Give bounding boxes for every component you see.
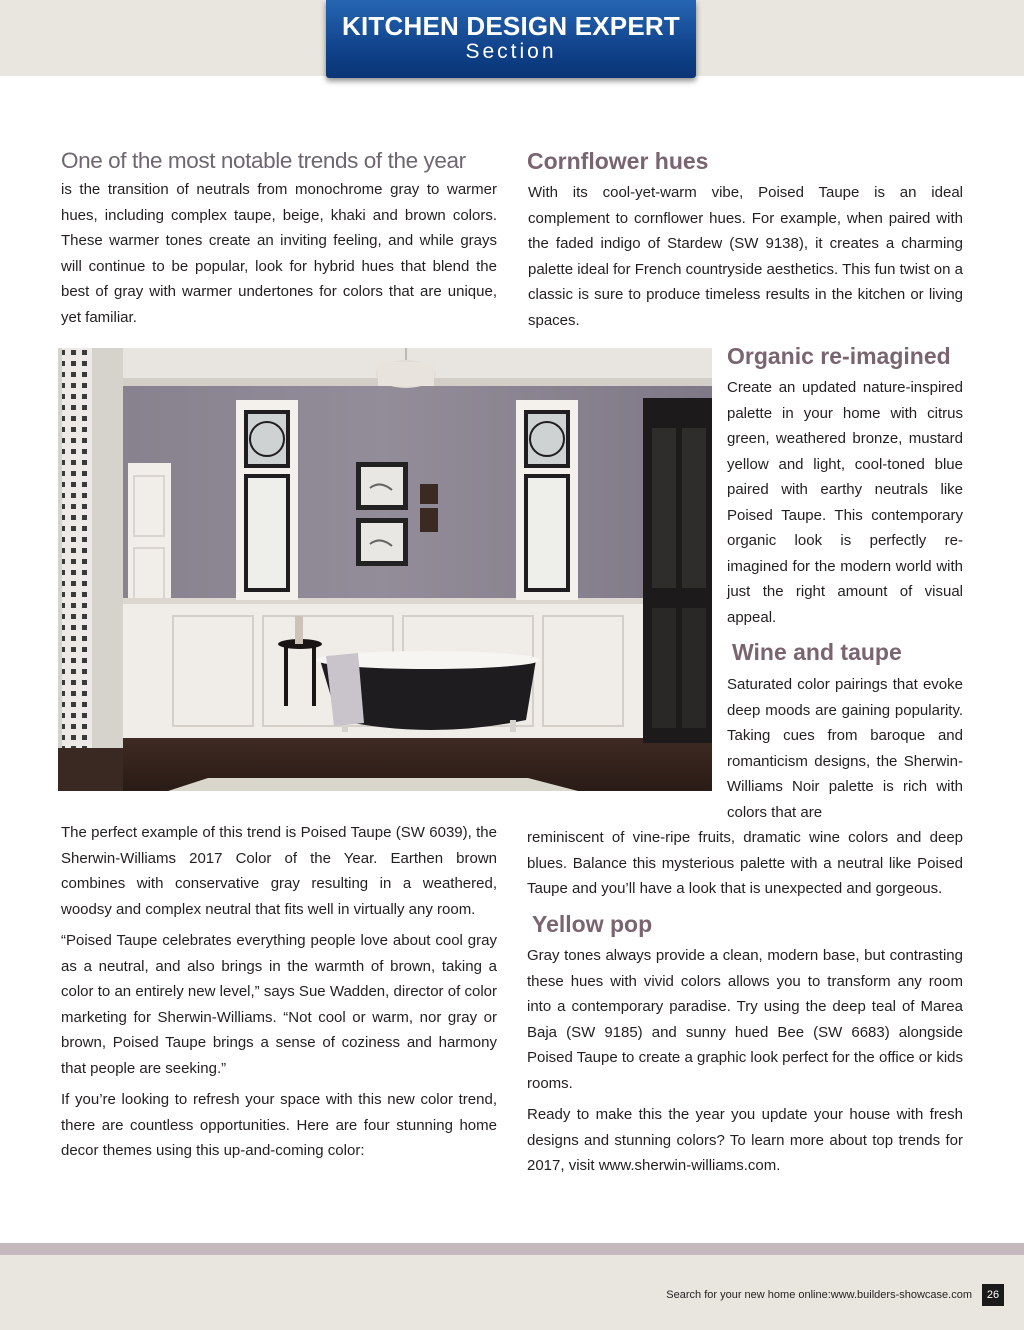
section-banner xyxy=(326,0,696,78)
page-number: 26 xyxy=(982,1284,1004,1306)
banner-title: KITCHEN DESIGN EXPERT xyxy=(342,11,680,41)
heading-yellow-pop: Yellow pop xyxy=(532,911,653,937)
footer-stripe xyxy=(0,1243,1024,1255)
heading-wine-and-taupe: Wine and taupe xyxy=(732,639,902,665)
lead-heading: One of the most notable trends of the year xyxy=(61,148,466,173)
paragraph-yellow-pop: Gray tones always provide a clean, modern base, but contrasting these hues with vivid colors allows you to transform any room into a contemporary paradise. Try using the deep teal of Marea Baja (SW 9185) and sunny hued Bee (SW 6683) alongside Poised Taupe to create a graphic look perfect for the office or kids rooms. xyxy=(527,947,963,1092)
organic-paragraph: Create an updated nature-inspired palette in your home with citrus green, weathered bronze, mustard yellow and light, cool-toned blue paired with earthy neutrals like Poised Taupe. This contemporary organic look is perfectly re-imagined for the modern world with just the right amount of visual appeal. xyxy=(727,379,963,626)
intro-paragraph: is the transition of neutrals from monochrome gray to warmer hues, including complex taupe, beige, khaki and brown colors. These warmer tones create an inviting feeling, and while grays will continue to be popular, look for hybrid hues that blend the best of gray with warmer undertones for colors that are unique, yet familiar. xyxy=(61,181,497,326)
footer-band xyxy=(0,1243,1024,1330)
footer-text: Search for your new home online:www.builders-showcase.com xyxy=(666,1289,972,1301)
banner-subtitle: Section xyxy=(465,40,557,63)
yellow-paragraphs xyxy=(527,943,963,1179)
paragraph-refresh: If you’re looking to refresh your space with this new color trend, there are countless opportunities. Here are four stunning home decor themes using this up-and-coming color: xyxy=(61,1091,497,1159)
heading-organic-re-imagined: Organic re-imagined xyxy=(727,343,951,369)
paragraph-closing: Ready to make this the year you update your house with fresh designs and stunning colors? To learn more about top trends for 2017, visit www.sherwin-williams.com. xyxy=(527,1106,963,1174)
heading-cornflower-hues: Cornflower hues xyxy=(527,148,709,174)
bathroom-photo xyxy=(58,348,712,791)
main-body-paragraphs xyxy=(61,820,497,1164)
wine-paragraph-wide: reminiscent of vine-ripe fruits, dramatic wine colors and deep blues. Balance this mysterious palette with a neutral like Poised Taupe and you’ll have a look that is unexpected and gorgeous. xyxy=(527,829,963,897)
cornflower-paragraph: With its cool-yet-warm vibe, Poised Taupe is an ideal complement to cornflower hues. For example, when paired with the faded indigo of Stardew (SW 9138), it creates a charming palette ideal for French countryside aesthetics. This fun twist on a classic is sure to produce timeless results in the kitchen or living spaces. xyxy=(528,184,963,329)
paragraph-poised-taupe: The perfect example of this trend is Poised Taupe (SW 6039), the Sherwin-Williams 2017 Color of the Year. Earthen brown combines with conservative gray resulting in a weathered, woodsy and complex neutral that fits well in virtually any room. xyxy=(61,824,497,918)
paragraph-quote: “Poised Taupe celebrates everything people love about cool gray as a neutral, and also brings in the warmth of brown, taking a color to an entirely new level,” says Sue Wadden, director of color marketing for Sherwin-Williams. “Not cool or warm, nor gray or brown, Poised Taupe brings a sense of coziness and harmony that people are seeking.” xyxy=(61,932,497,1077)
wine-paragraph-narrow: Saturated color pairings that evoke deep moods are gaining popularity. Taking cues from baroque and romanticism designs, the Sherwin-Williams Noir palette is rich with colors that are xyxy=(727,676,963,821)
